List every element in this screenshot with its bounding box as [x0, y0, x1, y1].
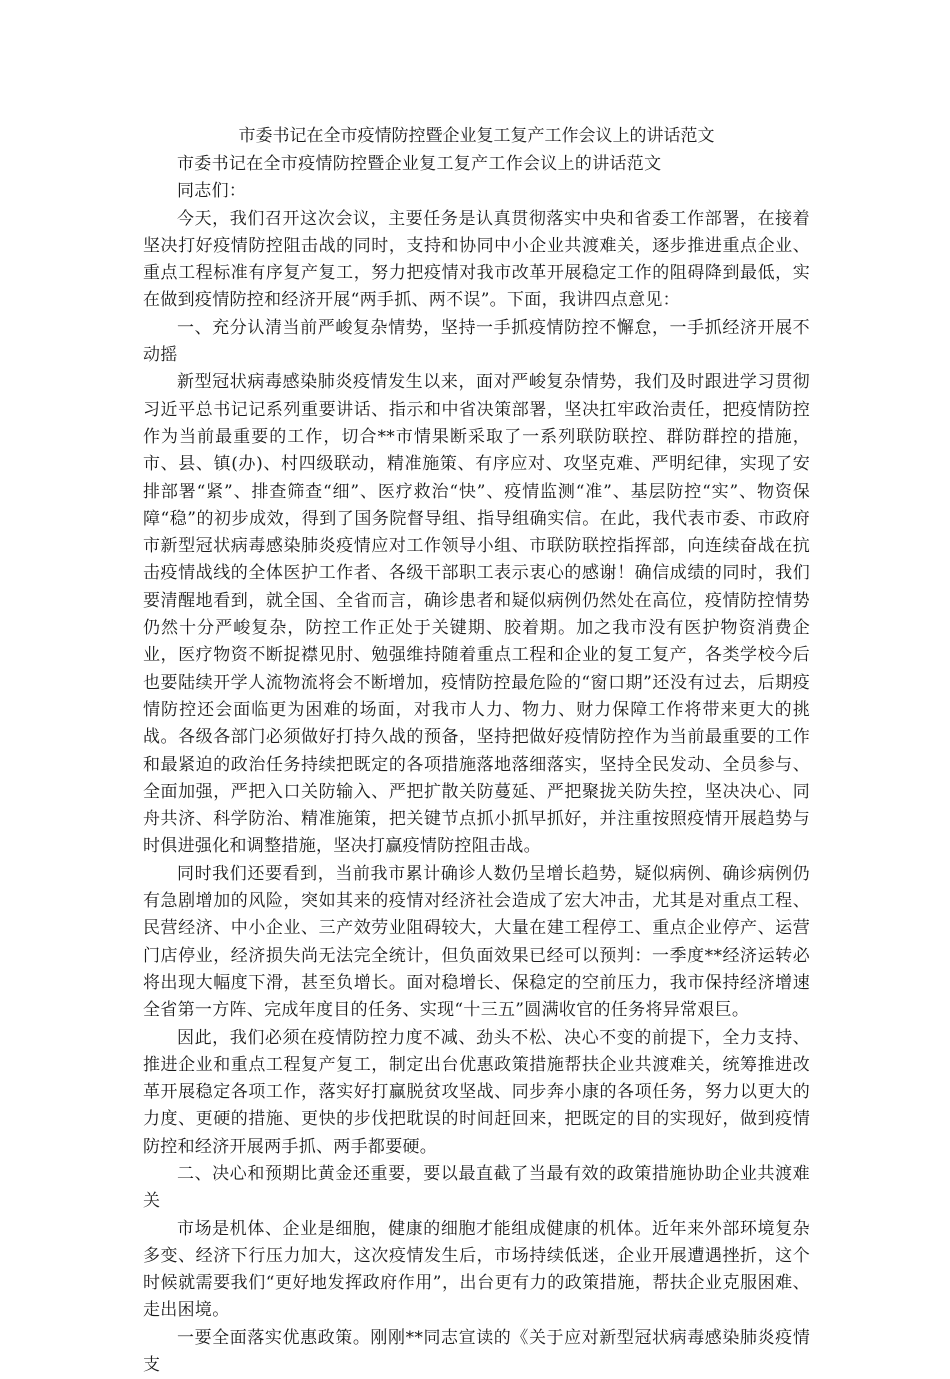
paragraph-body: 今天，我们召开这次会议，主要任务是认真贯彻落实中央和省委工作部署，在接着坚决打好疫情防控阻击战的同时，支持和协同中小企业共渡难关，逐步推进重点企业、重点工程标准有序复产复工，努力把疫情对我市改革开展稳定工作的阻碍降到最低，实在做到疫情防控和经济开展“两手抓、两不误”。下面，我讲四点意见： — [143, 208, 810, 311]
document-page — [143, 121, 810, 1379]
section-heading-1: 一、充分认清当前严峻复杂情势，坚持一手抓疫情防控不懈怠，一手抓经济开展不动摇 — [143, 317, 810, 366]
paragraph-body: 因此，我们必须在疫情防控力度不减、劲头不松、决心不变的前提下，全力支持、推进企业和重点工程复产复工，制定出台优惠政策措施帮扶企业共渡难关，统筹推进改革开展稳定各项工作，落实好打赢脱贫攻坚战、同步奔小康的各项任务，努力以更大的力度、更硬的措施、更快的步伐把耽误的时间赶回来，把既定的目的实现好，做到疫情防控和经济开展两手抓、两手都要硬。 — [143, 1027, 810, 1157]
paragraph-body: 同时我们还要看到，当前我市累计确诊人数仍呈增长趋势，疑似病例、确诊病例仍有急剧增加的风险，突如其来的疫情对经济社会造成了宏大冲击，尤其是对重点工程、民营经济、中小企业、三产效劳业阻碍较大，大量在建工程停工、重点企业停产、运营门店停业，经济损失尚无法完全统计，但负面效果已经可以预判：一季度**经济运转必将出现大幅度下滑，甚至负增长。面对稳增长、保稳定的空前压力，我市保持经济增速全省第一方阵、完成年度目的任务、实现“十三五”圆满收官的任务将异常艰巨。 — [143, 863, 810, 1021]
paragraph-body: 市场是机体、企业是细胞，健康的细胞才能组成健康的机体。近年来外部环境复杂多变、经济下行压力加大，这次疫情发生后，市场持续低迷，企业开展遭遇挫折，这个时候就需要我们“更好地发挥政府作用”，出台更有力的政策措施，帮扶企业克服困难、走出困境。 — [143, 1218, 810, 1321]
paragraph-salutation: 同志们： — [177, 181, 247, 202]
paragraph-subtitle: 市委书记在全市疫情防控暨企业复工复产工作会议上的讲话范文 — [177, 154, 662, 174]
document-title: 市委书记在全市疫情防控暨企业复工复产工作会议上的讲话范文 — [238, 126, 715, 146]
section-heading-2: 二、决心和预期比黄金还重要，要以最直截了当最有效的政策措施协助企业共渡难关 — [143, 1163, 810, 1212]
paragraph-body: 新型冠状病毒感染肺炎疫情发生以来，面对严峻复杂情势，我们及时跟进学习贯彻习近平总书记记系列重要讲话、指示和中省决策部署，坚决扛牢政治责任，把疫情防控作为当前最重要的工作，切合**市情果断采取了一系列联防联控、群防群控的措施，市、县、镇(办)、村四级联动，精准施策、有序应对、攻坚克难、严明纪律，实现了安排部署“紧”、排查筛查“细”、医疗救治“快”、疫情监测“准”、基层防控“实”、物资保障“稳”的初步成效，得到了国务院督导组、指导组确实信。在此，我代表市委、市政府市新型冠状病毒感染肺炎疫情应对工作领导小组、市联防联控指挥部，向连续奋战在抗击疫情战线的全体医护工作者、各级干部职工表示衷心的感谢！确信成绩的同时，我们要清醒地看到，就全国、全省而言，确诊患者和疑似病例仍然处在高位，疫情防控情势仍然十分严峻复杂，防控工作正处于关键期、胶着期。加之我市没有医护物资消费企业，医疗物资不断捉襟见肘、勉强维持随着重点工程和企业的复工复产，各类学校今后也要陆续开学人流物流将会不断增加，疫情防控最危险的“窗口期”还没有过去，后期疫情防控还会面临更为困难的场面，对我市人力、物力、财力保障工作将带来更大的挑战。各级各部门必须做好打持久战的预备，坚持把做好疫情防控作为当前最重要的工作和最紧迫的政治任务持续把既定的各项措施落地落细落实，坚持全民发动、全员参与、全面加强，严把入口关防输入、严把扩散关防蔓延、严把聚拢关防失控，坚决决心、同舟共济、科学防治、精准施策，把关键节点抓小抓早抓好，并注重按照疫情开展趋势与时俱进强化和调整措施，坚决打赢疫情防控阻击战。 — [143, 372, 810, 857]
paragraph-body: 一要全面落实优惠政策。刚刚**同志宣读的《关于应对新型冠状病毒感染肺炎疫情支 — [143, 1327, 810, 1376]
